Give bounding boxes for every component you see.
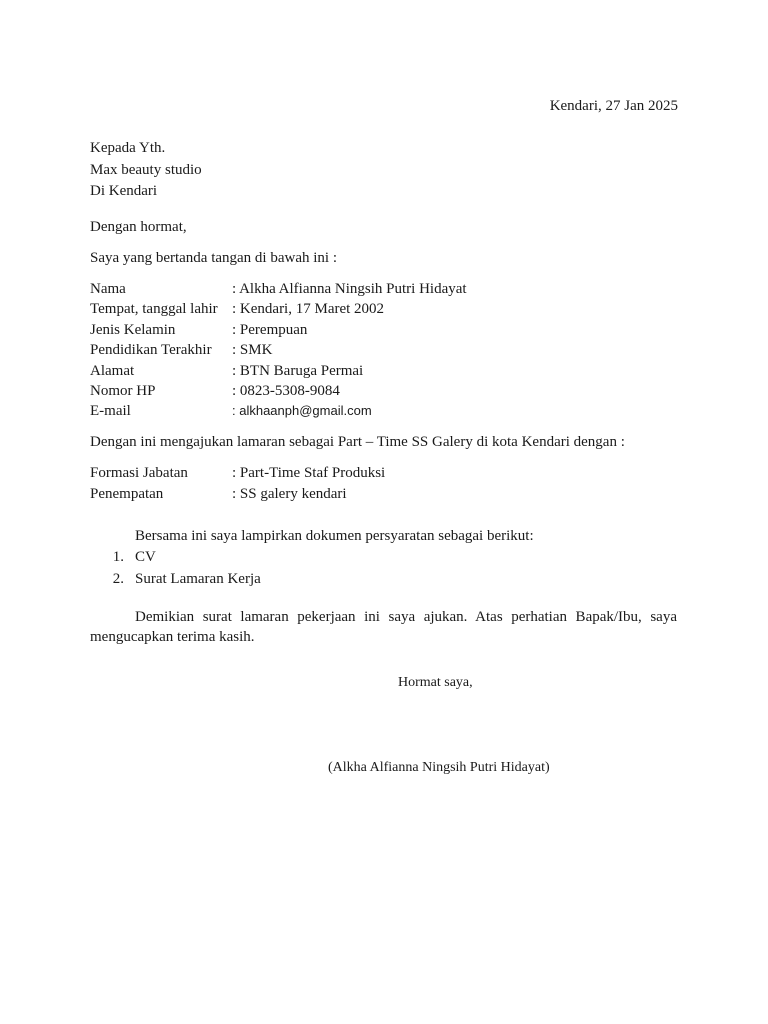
info-value-address: : BTN Baruga Permai [232, 363, 364, 379]
recipient-line-3: Di Kendari [90, 183, 158, 199]
info-label-education: Pendidikan Terakhir [90, 342, 212, 358]
attachment-number: 2. [112, 571, 124, 587]
info-label-birth: Tempat, tanggal lahir [90, 301, 218, 317]
info-label-email: E-mail [90, 403, 131, 419]
signature-name: (Alkha Alfianna Ningsih Putri Hidayat) [328, 760, 550, 775]
position-label-formation: Formasi Jabatan [90, 465, 188, 481]
attachment-item: CV [135, 549, 156, 565]
info-value-education: : SMK [232, 342, 273, 358]
intro-text: Saya yang bertanda tangan di bawah ini : [90, 250, 338, 266]
info-label-name: Nama [90, 281, 126, 297]
recipient-line-2: Max beauty studio [90, 162, 202, 178]
info-value-birth: : Kendari, 17 Maret 2002 [232, 301, 385, 317]
letter-date: Kendari, 27 Jan 2025 [549, 98, 678, 114]
attachments-intro: Bersama ini saya lampirkan dokumen persyaratan sebagai berikut: [135, 528, 534, 544]
application-statement: Dengan ini mengajukan lamaran sebagai Part – Time SS Galery di kota Kendari dengan : [90, 434, 625, 450]
recipient-line-1: Kepada Yth. [90, 140, 166, 156]
info-value-name: : Alkha Alfianna Ningsih Putri Hidayat [232, 281, 467, 297]
greeting: Dengan hormat, [90, 219, 187, 235]
info-label-address: Alamat [90, 363, 135, 379]
attachment-item: Surat Lamaran Kerja [135, 571, 261, 587]
info-label-phone: Nomor HP [90, 383, 156, 399]
info-value-gender: : Perempuan [232, 322, 308, 338]
closing-salutation: Hormat saya, [398, 675, 473, 690]
info-label-gender: Jenis Kelamin [90, 322, 176, 338]
position-value-formation: : Part-Time Staf Produksi [232, 465, 386, 481]
info-value-phone: : 0823-5308-9084 [232, 383, 340, 399]
position-label-placement: Penempatan [90, 486, 164, 502]
attachment-number: 1. [112, 549, 124, 565]
closing-paragraph: Demikian surat lamaran pekerjaan ini saya ajukan. Atas perhatian Bapak/Ibu, saya mengucapkan terima kasih. [90, 609, 677, 645]
position-value-placement: : SS galery kendari [232, 486, 347, 502]
info-value-email: : alkhaanph@gmail.com [232, 403, 372, 418]
